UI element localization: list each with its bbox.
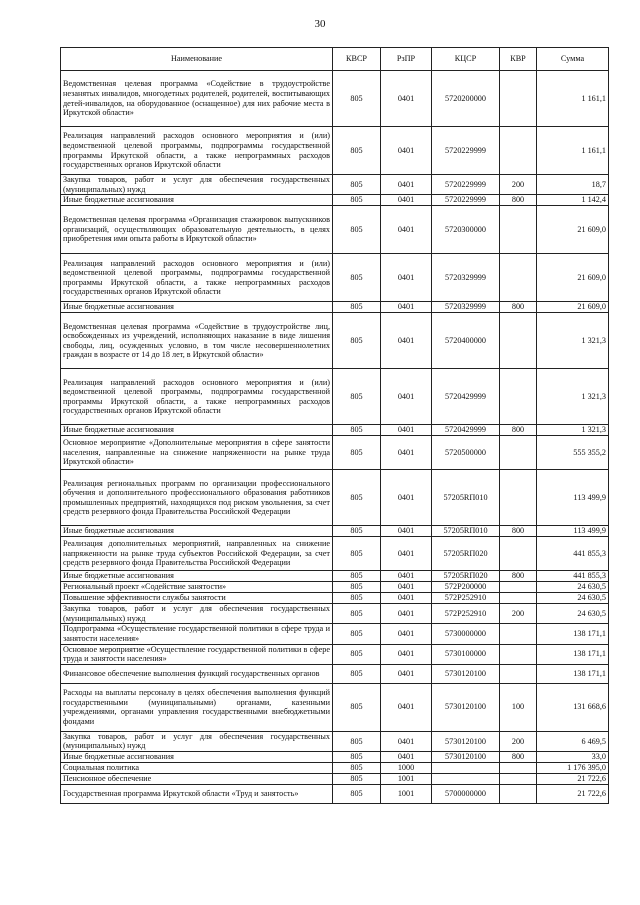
cell-kcsr [432, 762, 500, 773]
cell-name: Ведомственная целевая программа «Содействие в трудоустройстве лиц, освобожденных из учреждений, исполняющих наказание в виде лишения свободы, лиц, осужденных условно, в том числе несовершеннолетних граждан в возрасте от 14 до 18 лет, в Иркутской области» [61, 313, 333, 369]
table-row [61, 582, 609, 593]
table-row [61, 436, 609, 470]
cell-sum: 1 321,3 [537, 425, 609, 436]
cell-name: Иные бюджетные ассигнования [61, 751, 333, 762]
cell-rzpr: 0401 [381, 664, 432, 683]
cell-kvr [500, 313, 537, 369]
table-row [61, 593, 609, 604]
table-row [61, 604, 609, 624]
cell-sum: 1 161,1 [537, 71, 609, 127]
cell-kvsr: 805 [333, 664, 381, 683]
cell-kvsr: 805 [333, 751, 381, 762]
cell-rzpr: 0401 [381, 71, 432, 127]
cell-name: Закупка товаров, работ и услуг для обеспечения государственных (муниципальных) нужд [61, 604, 333, 624]
table-row [61, 644, 609, 664]
cell-kvr [500, 470, 537, 526]
cell-sum: 138 171,1 [537, 644, 609, 664]
cell-rzpr: 0401 [381, 644, 432, 664]
table-row [61, 773, 609, 784]
header-name: Наименование [61, 48, 333, 71]
cell-sum: 21 609,0 [537, 302, 609, 313]
cell-kvsr: 805 [333, 470, 381, 526]
table-row [61, 206, 609, 254]
cell-kvsr: 805 [333, 526, 381, 537]
page-number: 30 [314, 18, 326, 30]
cell-kvr: 800 [500, 751, 537, 762]
cell-kvsr: 805 [333, 773, 381, 784]
cell-kvsr: 805 [333, 571, 381, 582]
table-row [61, 195, 609, 206]
cell-kcsr: 5720500000 [432, 436, 500, 470]
cell-name: Реализация дополнительных мероприятий, направленных на снижение напряженности на рынке труда субъектов Российской Федерации, за счет средств резервного фонда Правительства Российской Федерации [61, 537, 333, 571]
cell-kcsr: 57205RП020 [432, 537, 500, 571]
cell-sum: 21 609,0 [537, 254, 609, 302]
cell-kcsr: 5720429999 [432, 369, 500, 425]
cell-name: Финансовое обеспечение выполнения функций государственных органов [61, 664, 333, 683]
cell-sum: 1 176 395,0 [537, 762, 609, 773]
cell-rzpr: 0401 [381, 582, 432, 593]
cell-kvsr: 805 [333, 624, 381, 644]
cell-kvsr: 805 [333, 731, 381, 751]
cell-kvr: 800 [500, 571, 537, 582]
cell-kvr: 200 [500, 175, 537, 195]
cell-sum: 441 855,3 [537, 571, 609, 582]
cell-kcsr: 572P252910 [432, 593, 500, 604]
cell-name: Пенсионное обеспечение [61, 773, 333, 784]
cell-name: Реализация направлений расходов основного мероприятия и (или) ведомственной целевой программы, подпрограммы государственной программы Иркутской области, а также непрограммных расходов государственных органов Иркутской области [61, 254, 333, 302]
cell-kcsr: 5720229999 [432, 175, 500, 195]
cell-sum: 21 609,0 [537, 206, 609, 254]
cell-rzpr: 1001 [381, 773, 432, 784]
cell-name: Иные бюджетные ассигнования [61, 526, 333, 537]
cell-name: Ведомственная целевая программа «Организация стажировок выпускников организаций, осуществляющих образовательную деятельность, в целях приобретения ими опыта работы в Иркутской области» [61, 206, 333, 254]
table-row [61, 313, 609, 369]
cell-kcsr: 5730000000 [432, 624, 500, 644]
cell-rzpr: 0401 [381, 425, 432, 436]
table-row [61, 762, 609, 773]
cell-kvsr: 805 [333, 683, 381, 731]
cell-kcsr: 5720300000 [432, 206, 500, 254]
table-row [61, 470, 609, 526]
cell-rzpr: 0401 [381, 470, 432, 526]
cell-kcsr: 5720200000 [432, 71, 500, 127]
cell-sum: 441 855,3 [537, 537, 609, 571]
cell-rzpr: 0401 [381, 571, 432, 582]
cell-sum: 138 171,1 [537, 664, 609, 683]
cell-kcsr [432, 773, 500, 784]
cell-kvsr: 805 [333, 313, 381, 369]
table-row [61, 71, 609, 127]
cell-sum: 21 722,6 [537, 773, 609, 784]
cell-name: Реализация направлений расходов основного мероприятия и (или) ведомственной целевой программы, подпрограммы государственной программы Иркутской области, а также непрограммных расходов государственных органов Иркутской области [61, 369, 333, 425]
cell-name: Основное мероприятие «Осуществление государственной политики в сфере труда и занятости населения» [61, 644, 333, 664]
cell-rzpr: 0401 [381, 604, 432, 624]
cell-rzpr: 0401 [381, 206, 432, 254]
cell-kcsr: 5720429999 [432, 425, 500, 436]
cell-kcsr: 5730120100 [432, 751, 500, 762]
table-row [61, 526, 609, 537]
cell-rzpr: 0401 [381, 731, 432, 751]
cell-name: Основное мероприятие «Дополнительные мероприятия в сфере занятости населения, направленные на снижение напряженности на рынке труда Иркутской области» [61, 436, 333, 470]
cell-name: Подпрограмма «Осуществление государственной политики в сфере труда и занятости населения» [61, 624, 333, 644]
cell-kvsr: 805 [333, 762, 381, 773]
cell-kcsr: 5730120100 [432, 731, 500, 751]
table-body [61, 71, 609, 804]
cell-kvsr: 805 [333, 206, 381, 254]
cell-sum: 138 171,1 [537, 624, 609, 644]
table-row [61, 751, 609, 762]
cell-kcsr: 57205RП020 [432, 571, 500, 582]
cell-kvr [500, 762, 537, 773]
cell-sum: 113 499,9 [537, 526, 609, 537]
cell-kvr: 800 [500, 302, 537, 313]
cell-rzpr: 0401 [381, 751, 432, 762]
cell-sum: 6 469,5 [537, 731, 609, 751]
cell-rzpr: 1000 [381, 762, 432, 773]
cell-rzpr: 0401 [381, 683, 432, 731]
cell-rzpr: 0401 [381, 302, 432, 313]
cell-kvr [500, 582, 537, 593]
cell-kvr [500, 71, 537, 127]
cell-kvr: 100 [500, 683, 537, 731]
cell-kvr [500, 436, 537, 470]
cell-kvr [500, 664, 537, 683]
cell-kcsr: 5720329999 [432, 302, 500, 313]
cell-kvr: 800 [500, 526, 537, 537]
cell-rzpr: 0401 [381, 593, 432, 604]
cell-kcsr: 5720229999 [432, 195, 500, 206]
cell-sum: 21 722,6 [537, 784, 609, 803]
cell-kvr [500, 773, 537, 784]
cell-kvsr: 805 [333, 369, 381, 425]
cell-sum: 24 630,5 [537, 593, 609, 604]
cell-rzpr: 0401 [381, 369, 432, 425]
cell-name: Государственная программа Иркутской области «Труд и занятость» [61, 784, 333, 803]
table-row [61, 425, 609, 436]
cell-kvsr: 805 [333, 254, 381, 302]
cell-sum: 1 321,3 [537, 313, 609, 369]
cell-kcsr: 5720329999 [432, 254, 500, 302]
cell-kvr: 200 [500, 604, 537, 624]
header-sum: Сумма [537, 48, 609, 71]
cell-sum: 113 499,9 [537, 470, 609, 526]
cell-kvr [500, 206, 537, 254]
cell-kvsr: 805 [333, 425, 381, 436]
cell-kvr: 800 [500, 195, 537, 206]
cell-kvsr: 805 [333, 71, 381, 127]
cell-name: Повышение эффективности службы занятости [61, 593, 333, 604]
table-row [61, 571, 609, 582]
table-row [61, 175, 609, 195]
table-row [61, 537, 609, 571]
cell-kcsr: 57205RП010 [432, 526, 500, 537]
header-kvr: КВР [500, 48, 537, 71]
table-row [61, 624, 609, 644]
cell-sum: 18,7 [537, 175, 609, 195]
cell-sum: 1 142,4 [537, 195, 609, 206]
cell-sum: 1 321,3 [537, 369, 609, 425]
table-header-row [61, 48, 609, 71]
cell-kvr [500, 644, 537, 664]
cell-rzpr: 0401 [381, 175, 432, 195]
cell-kcsr: 572P252910 [432, 604, 500, 624]
cell-kcsr: 5720400000 [432, 313, 500, 369]
cell-kcsr: 5730100000 [432, 644, 500, 664]
cell-kcsr: 5730120100 [432, 683, 500, 731]
cell-rzpr: 0401 [381, 254, 432, 302]
cell-name: Реализация региональных программ по организации профессионального обучения и дополнительного профессионального образования работников промышленных предприятий, находящихся под риском увольнения, за счет средств резервного фонда Правительства Российской Федерации [61, 470, 333, 526]
cell-sum: 24 630,5 [537, 582, 609, 593]
cell-kvr [500, 624, 537, 644]
cell-kcsr: 5700000000 [432, 784, 500, 803]
table-row [61, 784, 609, 803]
cell-kvr: 200 [500, 731, 537, 751]
cell-name: Иные бюджетные ассигнования [61, 571, 333, 582]
cell-name: Закупка товаров, работ и услуг для обеспечения государственных (муниципальных) нужд [61, 175, 333, 195]
cell-kvsr: 805 [333, 195, 381, 206]
cell-rzpr: 0401 [381, 526, 432, 537]
cell-kvsr: 805 [333, 784, 381, 803]
table-row [61, 302, 609, 313]
table-row [61, 369, 609, 425]
cell-sum: 24 630,5 [537, 604, 609, 624]
cell-rzpr: 0401 [381, 624, 432, 644]
cell-kvsr: 805 [333, 436, 381, 470]
cell-name: Расходы на выплаты персоналу в целях обеспечения выполнения функций государственными (муниципальными) органами, казенными учреждениями, органами управления государственными внебюджетными фондами [61, 683, 333, 731]
cell-kvr: 800 [500, 425, 537, 436]
cell-kvsr: 805 [333, 604, 381, 624]
cell-name: Ведомственная целевая программа «Содействие в трудоустройстве незанятых инвалидов, многодетных родителей, родителей, воспитывающих детей-инвалидов, на оборудованное (оснащенное) для них рабочие места в Иркутской области» [61, 71, 333, 127]
table-row [61, 254, 609, 302]
cell-name: Иные бюджетные ассигнования [61, 302, 333, 313]
cell-kcsr: 5730120100 [432, 664, 500, 683]
cell-kvr [500, 254, 537, 302]
cell-kvsr: 805 [333, 582, 381, 593]
cell-kvsr: 805 [333, 537, 381, 571]
cell-kvr [500, 784, 537, 803]
table-row [61, 664, 609, 683]
cell-name: Иные бюджетные ассигнования [61, 195, 333, 206]
cell-kvr [500, 537, 537, 571]
cell-kcsr: 57205RП010 [432, 470, 500, 526]
cell-sum: 33,0 [537, 751, 609, 762]
cell-rzpr: 0401 [381, 537, 432, 571]
header-kcsr: КЦСР [432, 48, 500, 71]
cell-rzpr: 0401 [381, 127, 432, 175]
cell-rzpr: 1001 [381, 784, 432, 803]
cell-sum: 131 668,6 [537, 683, 609, 731]
cell-kvsr: 805 [333, 593, 381, 604]
cell-name: Социальная политика [61, 762, 333, 773]
header-kvsr: КВСР [333, 48, 381, 71]
cell-rzpr: 0401 [381, 313, 432, 369]
header-rzpr: РзПР [381, 48, 432, 71]
cell-name: Иные бюджетные ассигнования [61, 425, 333, 436]
table-row [61, 683, 609, 731]
cell-rzpr: 0401 [381, 436, 432, 470]
cell-kvsr: 805 [333, 302, 381, 313]
cell-name: Региональный проект «Содействие занятости» [61, 582, 333, 593]
table-row [61, 731, 609, 751]
cell-kvr [500, 127, 537, 175]
cell-name: Реализация направлений расходов основного мероприятия и (или) ведомственной целевой программы, подпрограммы государственной программы Иркутской области, а также непрограммных расходов государственных органов Иркутской области [61, 127, 333, 175]
cell-kvr [500, 593, 537, 604]
cell-kvsr: 805 [333, 175, 381, 195]
cell-rzpr: 0401 [381, 195, 432, 206]
cell-kvr [500, 369, 537, 425]
budget-table [60, 47, 609, 804]
cell-name: Закупка товаров, работ и услуг для обеспечения государственных (муниципальных) нужд [61, 731, 333, 751]
cell-kvsr: 805 [333, 644, 381, 664]
cell-sum: 1 161,1 [537, 127, 609, 175]
cell-kcsr: 572P200000 [432, 582, 500, 593]
cell-sum: 555 355,2 [537, 436, 609, 470]
cell-kcsr: 5720229999 [432, 127, 500, 175]
table-row [61, 127, 609, 175]
cell-kvsr: 805 [333, 127, 381, 175]
